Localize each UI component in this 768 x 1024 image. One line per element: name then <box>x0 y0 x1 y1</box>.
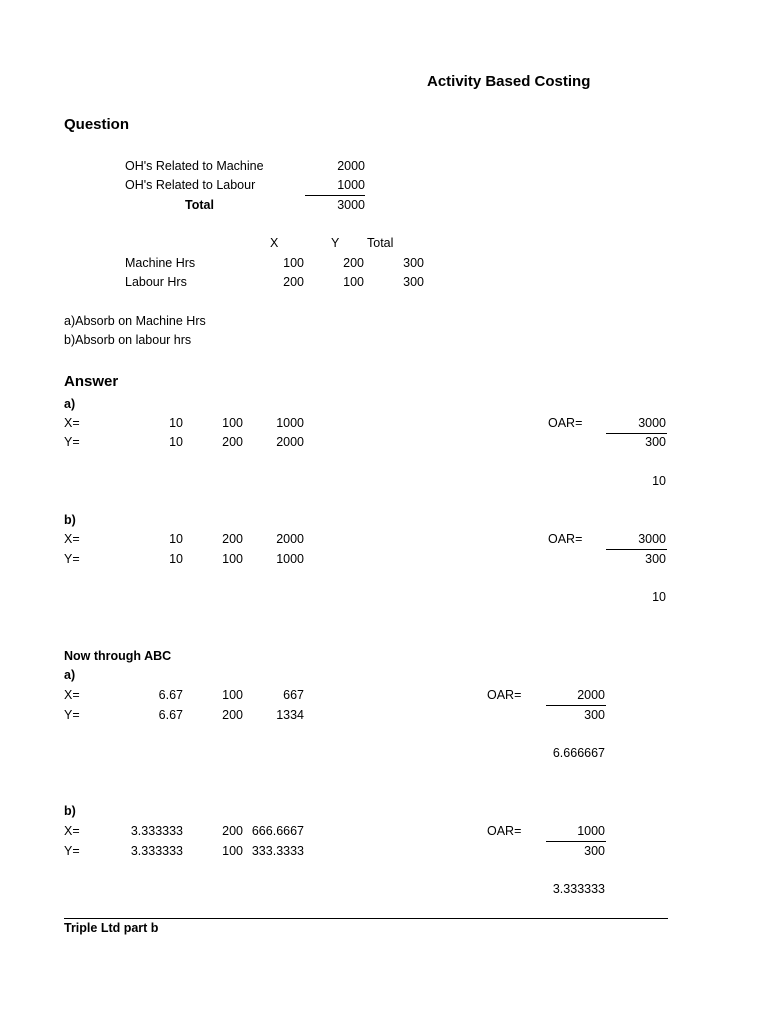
abc-b-oar-denominator: 300 <box>584 844 605 858</box>
answer-b-oar-denominator: 300 <box>645 552 666 566</box>
machine-hrs-total: 300 <box>403 256 424 270</box>
total-divider <box>305 195 365 196</box>
oh-total-value: 3000 <box>337 198 365 212</box>
machine-hrs-label: Machine Hrs <box>125 256 196 270</box>
abc-b-row-x-hrs: 200 <box>222 824 243 838</box>
abc-b-oar-label: OAR= <box>487 824 522 838</box>
oh-labour-label: OH's Related to Labour <box>125 178 256 192</box>
answer-b-row-y-label: Y= <box>64 552 80 566</box>
footer-label: Triple Ltd part b <box>64 921 159 935</box>
answer-b-row-x-hrs: 200 <box>222 532 243 546</box>
answer-a-row-x-rate: 10 <box>169 416 183 430</box>
abc-b-row-y-label: Y= <box>64 844 80 858</box>
abc-a-row-x-hrs: 100 <box>222 688 243 702</box>
labour-hrs-label: Labour Hrs <box>125 275 187 289</box>
abc-b-row-x-amount: 666.6667 <box>251 824 304 838</box>
abc-a-oar-result: 6.666667 <box>552 746 605 760</box>
answer-b-row-y-amount: 1000 <box>276 552 304 566</box>
oh-machine-value: 2000 <box>337 159 365 173</box>
answer-a-oar-result: 10 <box>652 474 666 488</box>
footer-divider <box>64 918 668 919</box>
abc-a-row-y-rate: 6.67 <box>158 708 183 722</box>
oh-machine-label: OH's Related to Machine <box>125 159 264 173</box>
abc-b-row-y-hrs: 100 <box>222 844 243 858</box>
abc-b-oar-numerator: 1000 <box>577 824 605 838</box>
abc-a-row-y-label: Y= <box>64 708 80 722</box>
task-a: a)Absorb on Machine Hrs <box>64 314 206 328</box>
answer-a-row-y-amount: 2000 <box>276 435 304 449</box>
abc-a-oar-numerator: 2000 <box>577 688 605 702</box>
machine-hrs-y: 200 <box>343 256 364 270</box>
answer-b-row-x-rate: 10 <box>169 532 183 546</box>
oh-labour-value: 1000 <box>337 178 365 192</box>
answer-b-row-y-rate: 10 <box>169 552 183 566</box>
hours-header-y: Y <box>331 236 340 250</box>
page-title: Activity Based Costing <box>427 73 591 90</box>
answer-a-oar-numerator: 3000 <box>638 416 666 430</box>
answer-a-oar-label: OAR= <box>548 416 583 430</box>
abc-heading: Now through ABC <box>64 649 172 663</box>
abc-a-row-x-amount: 667 <box>283 688 304 702</box>
answer-a-row-y-hrs: 200 <box>222 435 243 449</box>
question-heading: Question <box>64 116 130 133</box>
abc-b-label: b) <box>64 804 76 818</box>
abc-a-row-y-amount: 1334 <box>276 708 304 722</box>
answer-a-row-y-label: Y= <box>64 435 80 449</box>
abc-a-row-x-label: X= <box>64 688 80 702</box>
answer-a-oar-denominator: 300 <box>645 435 666 449</box>
answer-a-label: a) <box>64 397 76 411</box>
answer-b-row-y-hrs: 100 <box>222 552 243 566</box>
answer-b-label: b) <box>64 513 76 527</box>
labour-hrs-total: 300 <box>403 275 424 289</box>
abc-b-oar-result: 3.333333 <box>552 882 605 896</box>
answer-a-row-x-hrs: 100 <box>222 416 243 430</box>
abc-a-oar-label: OAR= <box>487 688 522 702</box>
task-b: b)Absorb on labour hrs <box>64 333 192 347</box>
answer-a-row-x-label: X= <box>64 416 80 430</box>
hours-header-total: Total <box>367 236 394 250</box>
abc-b-row-y-rate: 3.333333 <box>130 844 183 858</box>
abc-b-row-x-rate: 3.333333 <box>130 824 183 838</box>
labour-hrs-y: 100 <box>343 275 364 289</box>
oh-total-label: Total <box>185 198 214 212</box>
abc-a-fraction-line <box>546 705 606 706</box>
answer-heading: Answer <box>64 373 119 390</box>
answer-b-row-x-label: X= <box>64 532 80 546</box>
answer-b-oar-result: 10 <box>652 590 666 604</box>
answer-a-row-y-rate: 10 <box>169 435 183 449</box>
abc-b-row-x-label: X= <box>64 824 80 838</box>
hours-header-x: X <box>270 236 279 250</box>
answer-b-row-x-amount: 2000 <box>276 532 304 546</box>
answer-a-row-x-amount: 1000 <box>276 416 304 430</box>
abc-a-row-y-hrs: 200 <box>222 708 243 722</box>
answer-b-oar-numerator: 3000 <box>638 532 666 546</box>
labour-hrs-x: 200 <box>283 275 304 289</box>
abc-a-row-x-rate: 6.67 <box>158 688 183 702</box>
machine-hrs-x: 100 <box>283 256 304 270</box>
abc-a-oar-denominator: 300 <box>584 708 605 722</box>
answer-b-fraction-line <box>606 549 667 550</box>
abc-a-label: a) <box>64 668 76 682</box>
answer-b-oar-label: OAR= <box>548 532 583 546</box>
abc-b-row-y-amount: 333.3333 <box>251 844 304 858</box>
abc-b-fraction-line <box>546 841 606 842</box>
